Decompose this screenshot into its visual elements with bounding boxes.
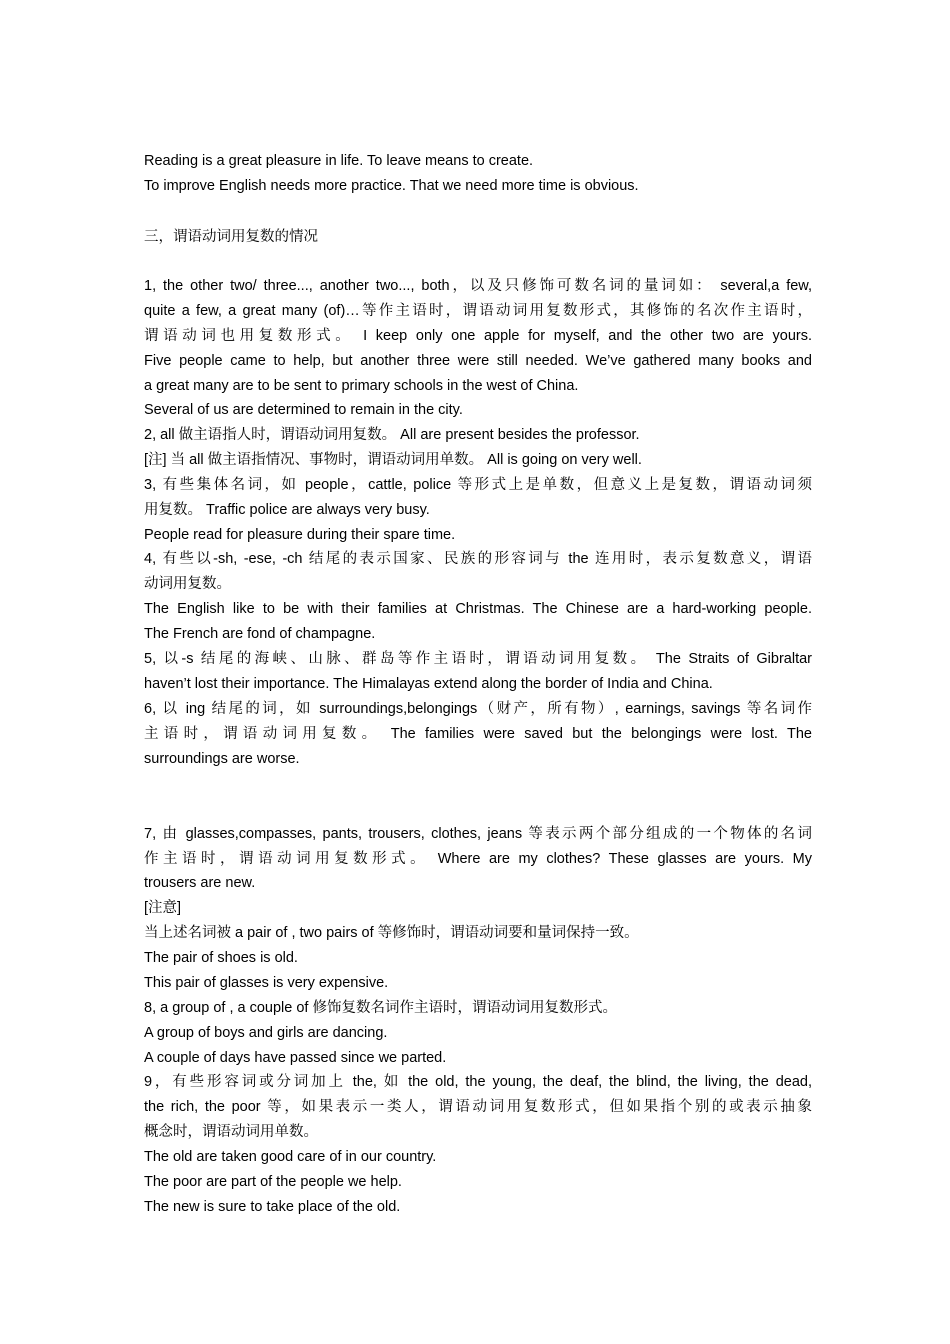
text-line: This pair of glasses is very expensive.	[144, 975, 389, 991]
text-line: Reading is a great pleasure in life. To leave means to create.	[144, 153, 534, 169]
text-line: A group of boys and girls are dancing.	[144, 1025, 388, 1041]
text-line: 1, the other two/ three..., another two..., both，以及只修饰可数名词的量词如： several,a few,	[144, 278, 812, 294]
text-line: 8, a group of , a couple of 修饰复数名词作主语时，谓语动词用复数形式。	[144, 1000, 617, 1016]
text-line: a great many are to be sent to primary schools in the west of China.	[144, 378, 579, 394]
text-line: Five people came to help, but another three were still needed. We’ve gathered many books and	[144, 353, 812, 369]
text-line: [注意]	[144, 900, 182, 916]
text-line: 2, all 做主语指人时，谓语动词用复数。 All are present besides the professor.	[144, 427, 640, 443]
text-line: 概念时，谓语动词用单数。	[144, 1124, 318, 1140]
section-heading: 三，谓语动词用复数的情况	[144, 229, 318, 245]
text-line: 当上述名词被 a pair of , two pairs of 等修饰时，谓语动词要和量词保持一致。	[144, 925, 639, 941]
text-line: [注] 当 all 做主语指情况、事物时，谓语动词用单数。 All is going on very well.	[144, 452, 642, 468]
text-line: The poor are part of the people we help.	[144, 1174, 402, 1190]
text-line: 3, 有些集体名词，如 people，cattle, police 等形式上是单数，但意义上是复数，谓语动词须	[144, 477, 812, 493]
text-line: 主语时，谓语动词用复数。 The families were saved but the belongings were lost. The	[144, 726, 812, 742]
text-line: 动词用复数。	[144, 576, 231, 592]
text-line: 5, 以-s 结尾的海峡、山脉、群岛等作主语时，谓语动词用复数。 The Straits of Gibraltar	[144, 651, 812, 667]
text-line: A couple of days have passed since we parted.	[144, 1050, 447, 1066]
text-line: 用复数。 Traffic police are always very busy.	[144, 502, 430, 518]
text-line: The French are fond of champagne.	[144, 626, 376, 642]
text-line: 谓语动词也用复数形式。 I keep only one apple for myself, and the other two are yours.	[144, 328, 812, 344]
text-line: The new is sure to take place of the old.	[144, 1199, 401, 1215]
text-line: To improve English needs more practice. That we need more time is obvious.	[144, 178, 639, 194]
text-line: People read for pleasure during their spare time.	[144, 527, 456, 543]
text-line: 4, 有些以-sh, -ese, -ch 结尾的表示国家、民族的形容词与 the 连用时，表示复数意义，谓语	[144, 551, 812, 567]
text-line: 7, 由 glasses,compasses, pants, trousers, clothes, jeans 等表示两个部分组成的一个物体的名词	[144, 826, 812, 842]
text-line: haven’t lost their importance. The Himalayas extend along the border of India and China.	[144, 676, 713, 692]
text-line: 6, 以 ing 结尾的词，如 surroundings,belongings（财产，所有物）, earnings, savings 等名词作	[144, 701, 812, 717]
text-line: quite a few, a great many (of)…等作主语时，谓语动词用复数形式，其修饰的名次作主语时，	[144, 303, 812, 319]
text-line: Several of us are determined to remain in the city.	[144, 402, 463, 418]
text-line: The English like to be with their families at Christmas. The Chinese are a hard-working people.	[144, 601, 812, 617]
text-line: the rich, the poor 等，如果表示一类人，谓语动词用复数形式，但如果指个别的或表示抽象	[144, 1099, 812, 1115]
text-line: 9，有些形容词或分词加上 the, 如 the old, the young, the deaf, the blind, the living, the dead,	[144, 1074, 812, 1090]
text-line: The pair of shoes is old.	[144, 950, 298, 966]
text-line: trousers are new.	[144, 875, 256, 891]
text-line: 作主语时，谓语动词用复数形式。 Where are my clothes? These glasses are yours. My	[144, 851, 812, 867]
text-line: The old are taken good care of in our country.	[144, 1149, 437, 1165]
text-line: surroundings are worse.	[144, 751, 300, 767]
